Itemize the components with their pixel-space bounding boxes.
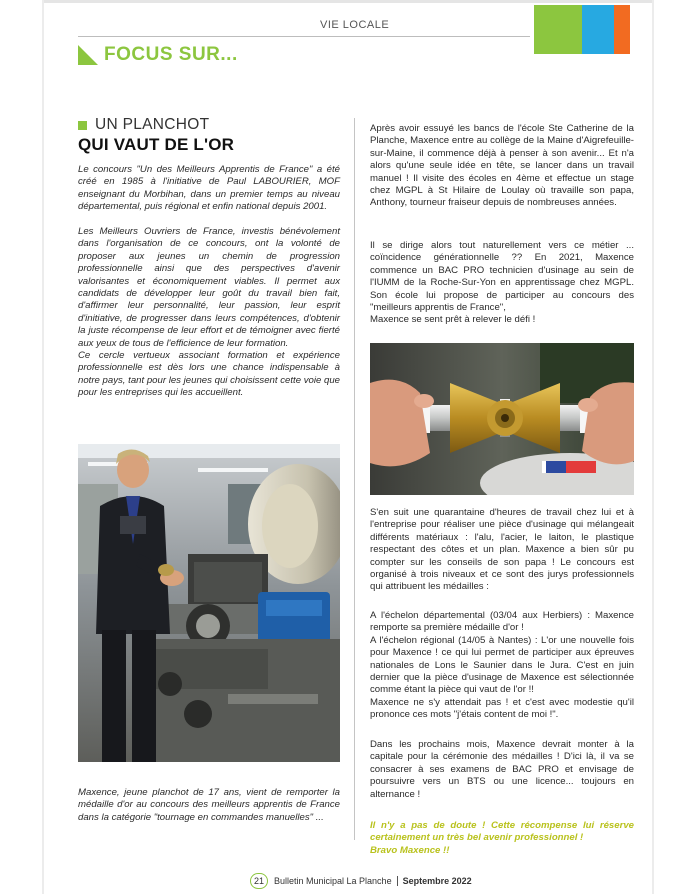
right-text-5: Dans les prochains mois, Maxence devrait monter à la capitale pour la cérémonie des médailles ! D'ici là, il va se consacrer à ses examens de BAC PRO et envisage de poursuivre vers un BTS ou une licence... toujours en alternance ! [370,739,634,800]
page-number: 21 [250,873,268,889]
right-paragraph-1 [370,123,634,210]
triangle-icon [78,45,98,65]
workshop-photo [78,444,340,762]
right-paragraph-5 [370,739,634,801]
color-block-green [534,5,582,54]
article-title [78,116,340,155]
photo-machined-part [370,343,634,495]
right-text-2: Il se dirige alors tout naturellement vers ce métier ... coïncidence générationnelle ?? En 2021, Maxence commence un BAC PRO technicien d'usinage au sein de l'IUMM de la Roche-Sur-Yon en apprentissage chez MGPL. Son école lui propose de participer au concours des "meilleurs apprentis de France", [370,240,634,314]
square-bullet-icon [78,121,87,130]
photo-caption: Maxence, jeune planchot de 17 ans, vient de remporter la médaille d'or au concours des meilleurs apprentis de France dans la catégorie "tournage en commandes manuelles" ... [78,787,340,823]
color-block-blue [582,5,614,54]
right-text-3: S'en suit une quarantaine d'heures de travail chez lui et à l'entreprise pour réaliser une pièce d'usinage qui mélangeait différents matériaux : l'alu, l'acier, le laiton, le plastique respectant des côtes et un plan. Maxence a bien sûr pu compter sur les conseils de son papa ! Le concours est organisé à trois niveaux et ce sont des jurys professionnels qui attribuent les médailles : [370,507,634,593]
intro-paragraph [78,164,340,214]
intro-text: Le concours "Un des Meilleurs Apprentis de France" a été créé en 1985 à l'initiative de Paul LABOURIER, MOF enseignant du Morbihan, dans un premier temps au niveau départemental, puis régional et enfin national depuis 2001. [78,164,340,213]
color-block-orange [614,5,630,54]
column-divider [354,118,355,840]
focus-heading [78,44,238,66]
right-text-2b: Maxence se sent prêt à relever le défi ! [370,314,536,326]
section-label: VIE LOCALE [320,19,390,31]
issue-date: Septembre 2022 [402,876,472,886]
footer-separator [397,876,398,886]
page-frame-top [42,0,654,3]
title-line-2: QUI VAUT DE L'OR [78,135,235,154]
focus-label: FOCUS SUR... [104,44,238,65]
page-footer [250,873,472,889]
body-paragraph-1: Les Meilleurs Ouvriers de France, investis bénévolement dans l'organisation de ce concours, ont la volonté de proposer aux jeunes un chemin de progression professionnelle ainsi que des perspectives d'avenir valorisantes et économiquement viables. Il permet aux candidats de développer leur goût du travail bien fait, d'affirmer leur personnalité, leur passion, leur esprit d'initiative, de progresser dans leurs compétences, d'obtenir la juste récompense de leur effort et de témoigner avec fierté aux yeux de tous de l'efficience de leur formation. [78,226,340,349]
header-rule [78,36,530,37]
title-line-1-text: UN PLANCHOT [95,116,210,133]
photo-maxence-lathe [78,444,340,762]
header-color-blocks [534,5,630,54]
publication-name: Bulletin Municipal La Planche [274,876,392,886]
page-frame-right [652,0,654,894]
page-frame-left [42,0,44,894]
closing-statement [370,820,634,857]
right-text-4a: A l'échelon départemental (03/04 aux Herbiers) : Maxence remporte sa première médaille d'or ! [370,610,634,634]
closing-text-2: Bravo Maxence !! [370,844,450,856]
body-paragraph-2: Ce cercle vertueux associant formation et expérience professionnelle est dès lors une chance indispensable à notre pays, tant pour les jeunes qui choisissent cette voie que pour les entreprises qui les accueillent. [78,350,340,399]
closing-text-1: Il n'y a pas de doute ! Cette récompense lui réserve certainement un très bel avenir professionnel ! [370,820,634,844]
right-text-1: Après avoir essuyé les bancs de l'école Ste Catherine de la Planche, Maxence entre au collège de la Maine d'Aigrefeuille-sur-Maine, il commence déjà à penser à son avenir... Et n'a alors qu'une seule idée en tête, se lancer dans un travail manuel ! Il visite des écoles en 4ème et effectue un stage chez MGPL à St Hilaire de Loulay où travaille son papa, Anthony, tourneur fraiseur depuis de nombreuses années. [370,123,634,209]
right-paragraph-2 [370,240,634,327]
left-column-body [78,226,340,400]
part-photo [370,343,634,495]
right-paragraph-4 [370,610,634,722]
title-line-1 [78,116,340,134]
right-text-4c: Maxence ne s'y attendait pas ! et c'est avec modestie qu'il prononce ces mots "j'étais content de moi !". [370,696,634,721]
right-paragraph-3 [370,507,634,594]
right-text-4b: A l'échelon régional (14/05 à Nantes) : L'or une nouvelle fois pour Maxence ! ce qui lui permet de participer aux épreuves nationales de Lons le Saunier dans le Jura. C'est en juin dernier que la pièce d'usinage de Maxence est sélectionnée comme étant la pièce qui vaut de l'or !! [370,634,634,696]
